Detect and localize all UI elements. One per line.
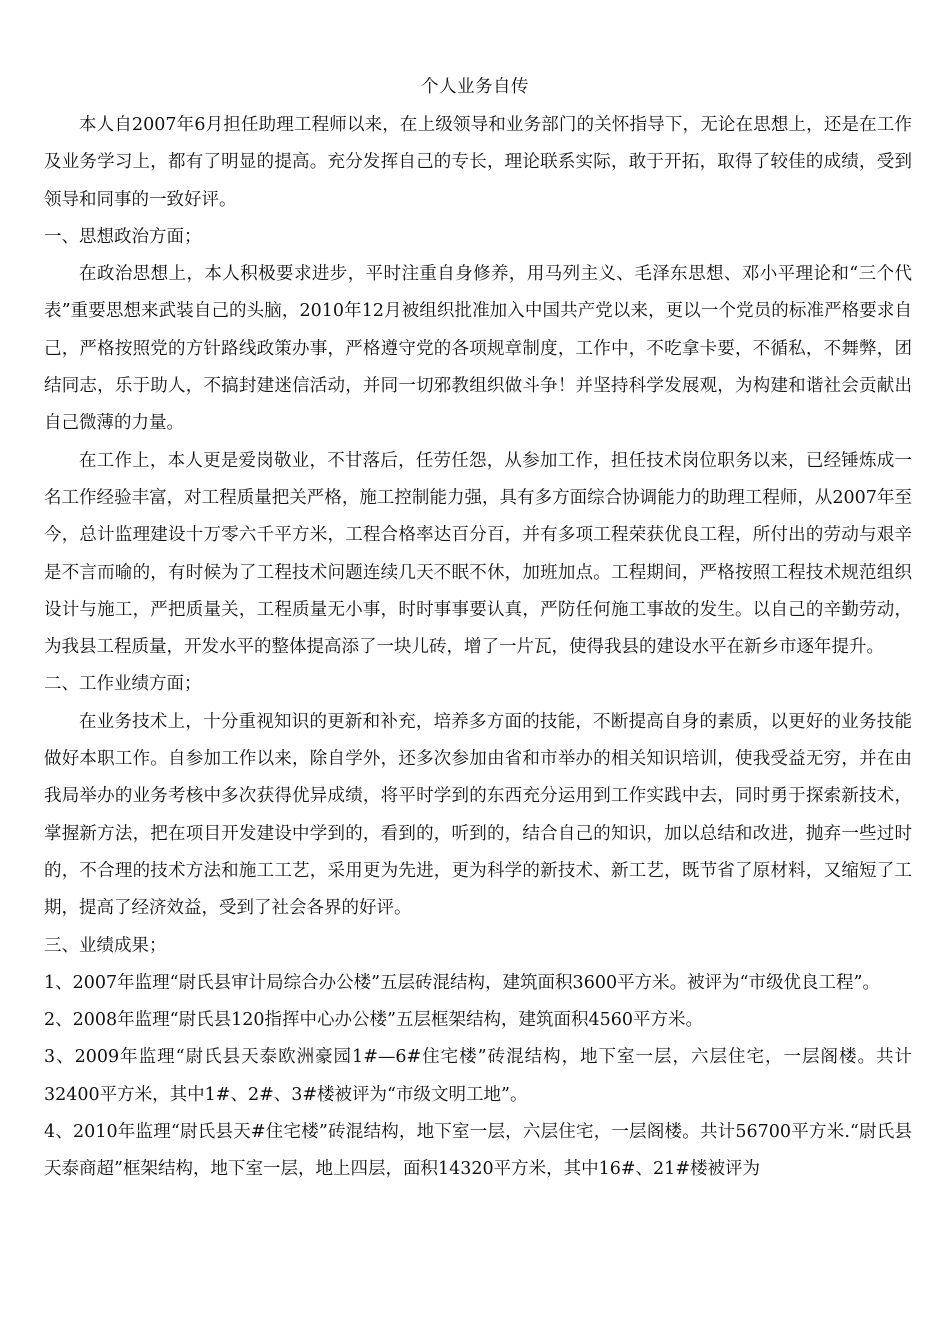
technical-paragraph: 在业务技术上，十分重视知识的更新和补充，培养多方面的技能，不断提高自身的素质，以更好的业务技能做好本职工作。自参加工作以来，除自学外，还多次参加由省和市举办的相关知识培训，使我受益无穷，并在由我局举办的业务考核中多次获得优异成绩，将平时学到的东西充分运用到工作实践中去，同时勇于探索新技术，掌握新方法，把在项目开发建设中学到的，看到的，听到的，结合自己的知识，加以总结和改进，抛弃一些过时的，不合理的技术方法和施工工艺，采用更为先进，更为科学的新技术、新工艺，既节省了原材料，又缩短了工期，提高了经济效益，受到了社会各界的好评。 (44, 711, 912, 919)
achievement-item-1: 1、2007年监理“尉氏县审计局综合办公楼”五层砖混结构，建筑面积3600平方米。被评为“市级优良工程”。 (44, 972, 880, 993)
intro-paragraph: 本人自2007年6月担任助理工程师以来，在上级领导和业务部门的关怀指导下，无论在思想上，还是在工作及业务学习上，都有了明显的提高。充分发挥自己的专长，理论联系实际，敢于开拓，取得了较佳的成绩，受到领导和同事的一致好评。 (44, 115, 912, 210)
document-body (44, 107, 912, 1189)
achievement-item-3: 3、2009年监理“尉氏县天泰欧洲豪园1#—6#住宅楼”砖混结构，地下室一层，六层住宅，一层阁楼。共计32400平方米，其中1#、2#、3#楼被评为“市级文明工地”。 (44, 1047, 912, 1105)
work-paragraph: 在工作上，本人更是爱岗敬业，不甘落后，任劳任怨，从参加工作，担任技术岗位职务以来，已经锤炼成一名工作经验丰富，对工程质量把关严格，施工控制能力强，具有多方面综合协调能力的助理工程师，从2007年至今，总计监理建设十万零六千平方米，工程合格率达百分百，并有多项工程荣获优良工程，所付出的劳动与艰辛是不言而喻的，有时候为了工程技术问题连续几天不眠不休，加班加点。工程期间，严格按照工程技术规范组织设计与施工，严把质量关，工程质量无小事，时时事事要认真，严防任何施工事故的发生。以自己的辛勤劳动，为我县工程质量，开发水平的整体提高添了一块儿砖，增了一片瓦，使得我县的建设水平在新乡市逐年提升。 (44, 450, 912, 658)
document-title: 个人业务自传 (421, 77, 529, 97)
section-heading-performance: 二、工作业绩方面； (44, 674, 202, 695)
section-heading-political: 一、思想政治方面； (44, 226, 202, 247)
achievement-item-4: 4、2010年监理“尉氏县天#住宅楼”砖混结构，地下室一层，六层住宅，一层阁楼。共计56700平方米.“尉氏县天泰商超”框架结构，地下室一层，地上四层，面积14320平方米，其中16#、21#楼被评为 (44, 1122, 912, 1180)
section-heading-achievements: 三、业绩成果； (44, 935, 167, 956)
achievement-item-2: 2、2008年监理“尉氏县120指挥中心办公楼”五层框架结构，建筑面积4560平方米。 (44, 1010, 703, 1031)
political-paragraph: 在政治思想上，本人积极要求进步，平时注重自身修养，用马列主义、毛泽东思想、邓小平理论和“三个代表”重要思想来武装自己的头脑，2010年12月被组织批准加入中国共产党以来，更以一个党员的标准严格要求自己，严格按照党的方针路线政策办事，严格遵守党的各项规章制度，工作中，不吃拿卡要，不循私，不舞弊，团结同志，乐于助人，不搞封建迷信活动，并同一切邪教组织做斗争！并坚持科学发展观，为构建和谐社会贡献出自己微薄的力量。 (44, 264, 912, 434)
